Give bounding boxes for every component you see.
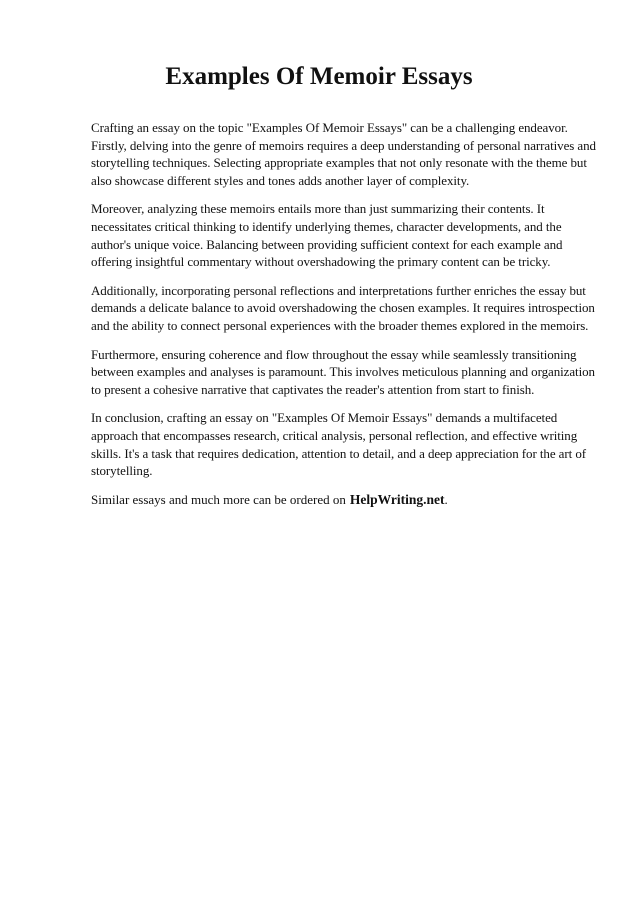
helpwriting-link[interactable]: HelpWriting.net xyxy=(349,491,445,507)
paragraph-5: In conclusion, crafting an essay on "Examples Of Memoir Essays" demands a multifaceted approach that encompasses research, critical analysis, personal reflection, and effective writing skills. It's a task that requires dedication, attention to detail, and a deep appreciation for the art of storytelling. xyxy=(91,410,586,479)
document-body xyxy=(91,119,597,508)
paragraph-1: Crafting an essay on the topic "Examples Of Memoir Essays" can be a challenging endeavor. Firstly, delving into the genre of memoirs requires a deep understanding of personal narratives and storytelling techniques. Selecting appropriate examples that not only resonate with the theme but also showcase different styles and tones adds another layer of complexity. xyxy=(91,120,596,188)
closing-text: Similar essays and much more can be ordered on xyxy=(91,491,346,507)
paragraph-3: Additionally, incorporating personal reflections and interpretations further enriches the essay but demands a delicate balance to avoid overshadowing the chosen examples. It requires introspection and the ability to connect personal experiences with the broader themes explored in the memoirs. xyxy=(91,282,595,333)
closing-suffix: . xyxy=(444,491,448,507)
closing-line xyxy=(91,491,597,509)
document-title: Examples Of Memoir Essays xyxy=(165,63,473,90)
paragraph-2: Moreover, analyzing these memoirs entails more than just summarizing their contents. It necessitates critical thinking to identify underlying themes, character developments, and the author's unique voice. Balancing between providing sufficient context for each example and offering insightful commentary without overshadowing the primary content can be tricky. xyxy=(91,201,563,270)
paragraph-4: Furthermore, ensuring coherence and flow throughout the essay while seamlessly transitioning between examples and analyses is paramount. This involves meticulous planning and organization to present a cohesive narrative that captivates the reader's attention from start to finish. xyxy=(91,346,595,397)
